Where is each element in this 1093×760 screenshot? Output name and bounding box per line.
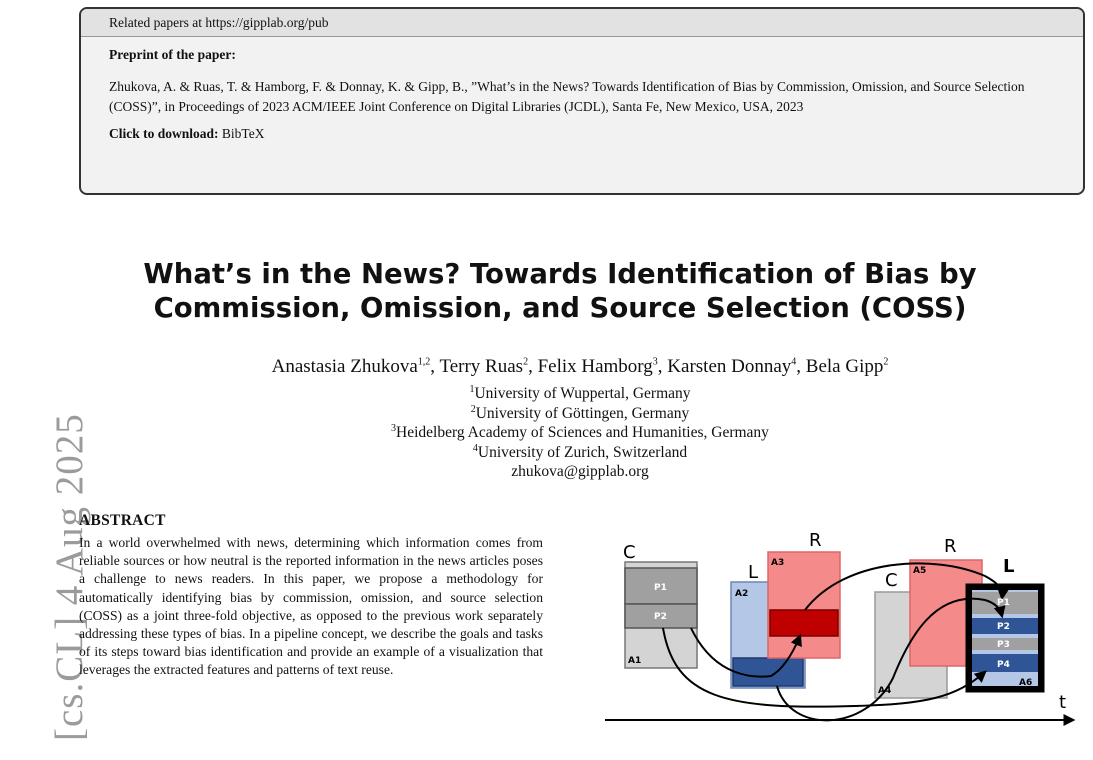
teaser-figure — [605, 528, 1085, 728]
label-p2-a1: P2 — [654, 612, 667, 622]
author-list: Anastasia Zhukova$^{1,2}$, Terry Ruas$^2$, Felix Hamborg$^3$, Karsten Donnay$^4$, Bela Gipp$^2$ — [271, 356, 889, 377]
related-papers-header[interactable]: Related papers at https://gipplab.org/pub — [81, 9, 1083, 37]
affiliation: $^1$University of Wuppertal, Germany — [469, 383, 691, 402]
label-c1: C — [623, 542, 636, 563]
author: Anastasia Zhukova$^{1,2}$ — [271, 356, 431, 377]
block-a2 — [733, 658, 803, 686]
affiliation: $^4$University of Zurich, Switzerland — [472, 442, 688, 461]
label-p3-a6: P3 — [997, 640, 1010, 650]
title-line-1: What’s in the News? Towards Identification of Bias by — [143, 258, 977, 290]
download-row — [109, 124, 1055, 144]
title-line-2: Commission, Omission, and Source Selection (COSS) — [153, 292, 967, 324]
preprint-info-box — [79, 7, 1085, 195]
download-label: Click to download: — [109, 126, 219, 141]
bias-diagram — [605, 528, 1085, 728]
label-a3: A3 — [771, 558, 785, 568]
label-l2: L — [1003, 556, 1015, 577]
label-p1-a6: P1 — [997, 598, 1010, 608]
email[interactable]: zhukova@gipplab.org — [511, 463, 649, 480]
label-r1: R — [809, 530, 822, 551]
label-p2-a6: P2 — [997, 622, 1010, 632]
affiliation: $^3$Heidelberg Academy of Sciences and Humanities, Germany — [391, 422, 769, 441]
label-r2: R — [944, 536, 957, 557]
label-l1: L — [748, 562, 759, 583]
arxiv-identifier: [cs.CL] 4 Aug 2025 — [48, 413, 91, 741]
author: Terry Ruas$^2$ — [439, 356, 529, 377]
citation-text: Zhukova, A. & Ruas, T. & Hamborg, F. & Donnay, K. & Gipp, B., ”What’s in the News? Towards Identification of Bias by Commission, Omission, and Source Selection (COSS)”, in Proceedings of 2023 ACM/IEEE Joint Conference on Digital Libraries (JCDL), Santa Fe, New Mexico, USA, 2023 — [109, 79, 1025, 114]
affiliation-list — [100, 384, 1060, 482]
label-a1: A1 — [628, 656, 642, 666]
author: Bela Gipp$^2$ — [805, 356, 889, 377]
author: Karsten Donnay$^4$ — [667, 356, 797, 377]
label-p4-a6: P4 — [997, 660, 1010, 670]
affiliation: $^2$University of Göttingen, Germany — [470, 403, 690, 422]
bibtex-link[interactable]: BibTeX — [221, 126, 265, 141]
paper-title — [100, 257, 1020, 325]
label-a6: A6 — [1019, 678, 1033, 688]
abstract-heading: ABSTRACT — [79, 512, 166, 529]
label-a2: A2 — [735, 589, 749, 599]
preprint-label: Preprint of the paper: — [109, 47, 236, 62]
label-a5: A5 — [913, 566, 927, 576]
label-c2: C — [885, 570, 898, 591]
block-a3 — [770, 610, 838, 636]
label-a4: A4 — [878, 686, 892, 696]
label-time: t — [1059, 692, 1067, 713]
label-p1-a1: P1 — [654, 583, 667, 593]
author: Felix Hamborg$^3$ — [537, 356, 658, 377]
abstract-text: In a world overwhelmed with news, determining which information comes from reliable sources or how neutral is the reported information in the news articles poses a challenge to news readers. In this paper, we propose a methodology for automatically identifying bias by commission, omission, and source selection (COSS) as a joint three-fold objective, as opposed to the previous work separately addressing these types of bias. In a pipeline concept, we describe the goals and tasks of its steps toward bias identification and provide an example of a visualization that leverages the extracted features and patterns of text reuse. — [79, 535, 543, 678]
